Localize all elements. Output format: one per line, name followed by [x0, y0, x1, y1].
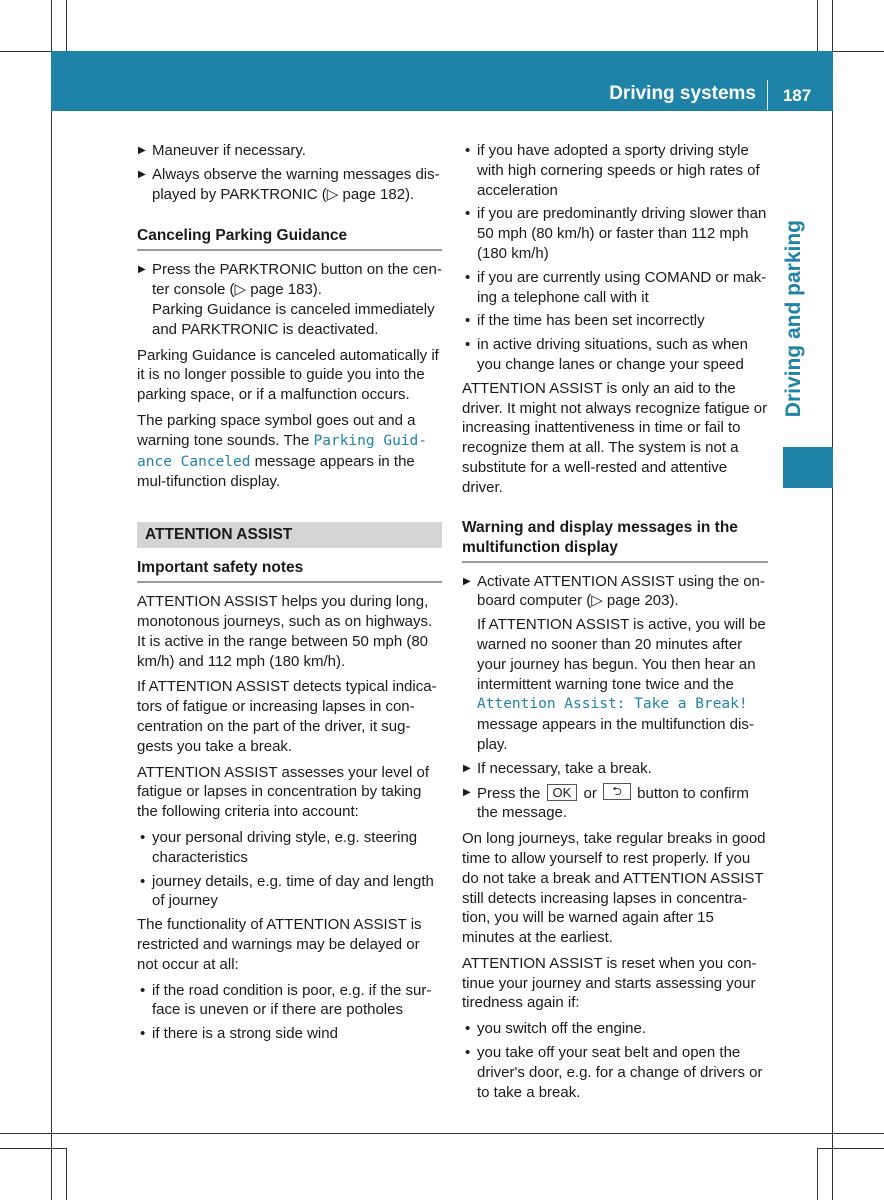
crop-mark — [0, 1133, 884, 1134]
paragraph: On long journeys, take regular breaks in good time to allow yourself to rest properly. If you do not take a break and ATTENTION ASSIST still detects increasing lapses in concentra-tion, you will be warned again after 15 minutes at the earliest. — [462, 830, 766, 947]
crop-mark — [817, 1148, 818, 1200]
paragraph: ATTENTION ASSIST assesses your level of fatigue or lapses in concentration by taking the following criteria into account: — [137, 763, 430, 821]
step-item — [462, 783, 768, 824]
list-item: • journey details, e.g. time of day and length of journey — [137, 872, 442, 912]
step-text: button to confirm the message. — [477, 784, 749, 822]
list-item: • if you have adopted a sporty driving style with high cornering speeds or high rates of acceleration — [462, 141, 768, 200]
side-tab-marker — [783, 447, 833, 488]
crop-mark — [817, 1148, 884, 1149]
list-item: • if you are predominantly driving slower than 50 mph (80 km/h) or faster than 112 mph (180 km/h) — [462, 204, 768, 263]
step-result-text: If ATTENTION ASSIST is active, you will be warned no sooner than 20 minutes after your journey has begun. You then hear an intermittent warning tone twice and the — [477, 616, 766, 693]
paragraph — [137, 411, 442, 492]
paragraph: ATTENTION ASSIST is only an aid to the driver. It might not always recognize fatigue or increasing inattentiveness in time or fail to recognize them at all. The system is not a substitute for a well-rested and attentive driver. — [462, 379, 768, 496]
step-result-text: message appears in the multifunction dis-play. — [477, 716, 754, 753]
crop-mark — [51, 0, 52, 1200]
list-item: • in active driving situations, such as when you change lanes or change your speed — [462, 335, 768, 375]
display-message: Parking Guid-ance Canceled — [137, 432, 428, 470]
crop-mark — [0, 1148, 66, 1149]
header-divider — [767, 80, 768, 110]
step-item: ▶ Maneuver if necessary. — [137, 141, 442, 161]
list-item: • if the road condition is poor, e.g. if the sur-face is uneven or if there are potholes — [137, 981, 442, 1021]
step-result: Parking Guidance is canceled immediately and PARKTRONIC is deactivated. — [152, 300, 435, 338]
ok-button-icon: OK — [547, 784, 578, 801]
crop-mark — [66, 0, 67, 51]
section-heading: Important safety notes — [137, 558, 442, 583]
list-item: • if the time has been set incorrectly — [462, 311, 768, 331]
paragraph: The functionality of ATTENTION ASSIST is restricted and warnings may be delayed or not occur at all: — [137, 916, 422, 973]
crop-mark — [66, 1148, 67, 1200]
left-column — [137, 141, 442, 1048]
paragraph: If ATTENTION ASSIST detects typical indica-tors of fatigue or increasing lapses in con-centration on the part of the driver, it sug-gests you take a break. — [137, 678, 437, 755]
side-tab-label: Driving and parking — [782, 220, 805, 418]
paragraph: ATTENTION ASSIST helps you during long, monotonous journeys, such as on highways. It is active in the range between 50 mph (80 km/h) and 112 mph (180 km/h). — [137, 593, 433, 670]
display-message: Attention Assist: Take a Break! — [477, 696, 748, 713]
section-heading: Warning and display messages in the multifunction display — [462, 518, 768, 563]
step-text: Press the — [477, 784, 545, 802]
step-item: ▶ Always observe the warning messages dis-played by PARKTRONIC (▷ page 182). — [137, 165, 442, 205]
side-tab — [775, 220, 813, 440]
section-title: ATTENTION ASSIST — [137, 522, 442, 548]
list-item: • your personal driving style, e.g. steering characteristics — [137, 828, 442, 868]
crop-mark — [832, 0, 833, 1200]
list-item: • you switch off the engine. — [462, 1019, 768, 1039]
list-item: • if you are currently using COMAND or mak-ing a telephone call with it — [462, 268, 768, 308]
list-item: • you take off your seat belt and open the driver's door, e.g. for a change of drivers or to take a break. — [462, 1043, 768, 1102]
paragraph: ATTENTION ASSIST is reset when you con-tinue your journey and starts assessing your tiredness again if: — [462, 954, 757, 1012]
back-icon: ⮌ — [603, 783, 631, 800]
list-item: • if there is a strong side wind — [137, 1024, 442, 1044]
section-heading: Canceling Parking Guidance — [137, 226, 442, 251]
step-item — [137, 260, 442, 339]
right-column — [462, 141, 768, 1106]
step-item: ▶ If necessary, take a break. — [462, 759, 768, 779]
step-result — [477, 615, 768, 755]
step-text: ▶ Press the PARKTRONIC button on the cen-ter console (▷ page 183). — [152, 261, 442, 299]
step-item — [462, 572, 768, 755]
chapter-title: Driving systems — [609, 83, 756, 104]
paragraph: Parking Guidance is canceled automatically if it is no longer possible to guide you into the parking space, or if a malfunction occurs. — [137, 346, 439, 404]
crop-mark — [817, 0, 818, 51]
paragraph-text: message appears in the mul-tifunction display. — [137, 452, 415, 491]
page-number: 187 — [782, 86, 812, 105]
paragraph-text: The parking space symbol goes out and a warning tone sounds. The — [137, 411, 416, 449]
step-text: or — [579, 784, 602, 802]
step-text: ▶ Activate ATTENTION ASSIST using the on-board computer (▷ page 203). — [477, 572, 765, 610]
